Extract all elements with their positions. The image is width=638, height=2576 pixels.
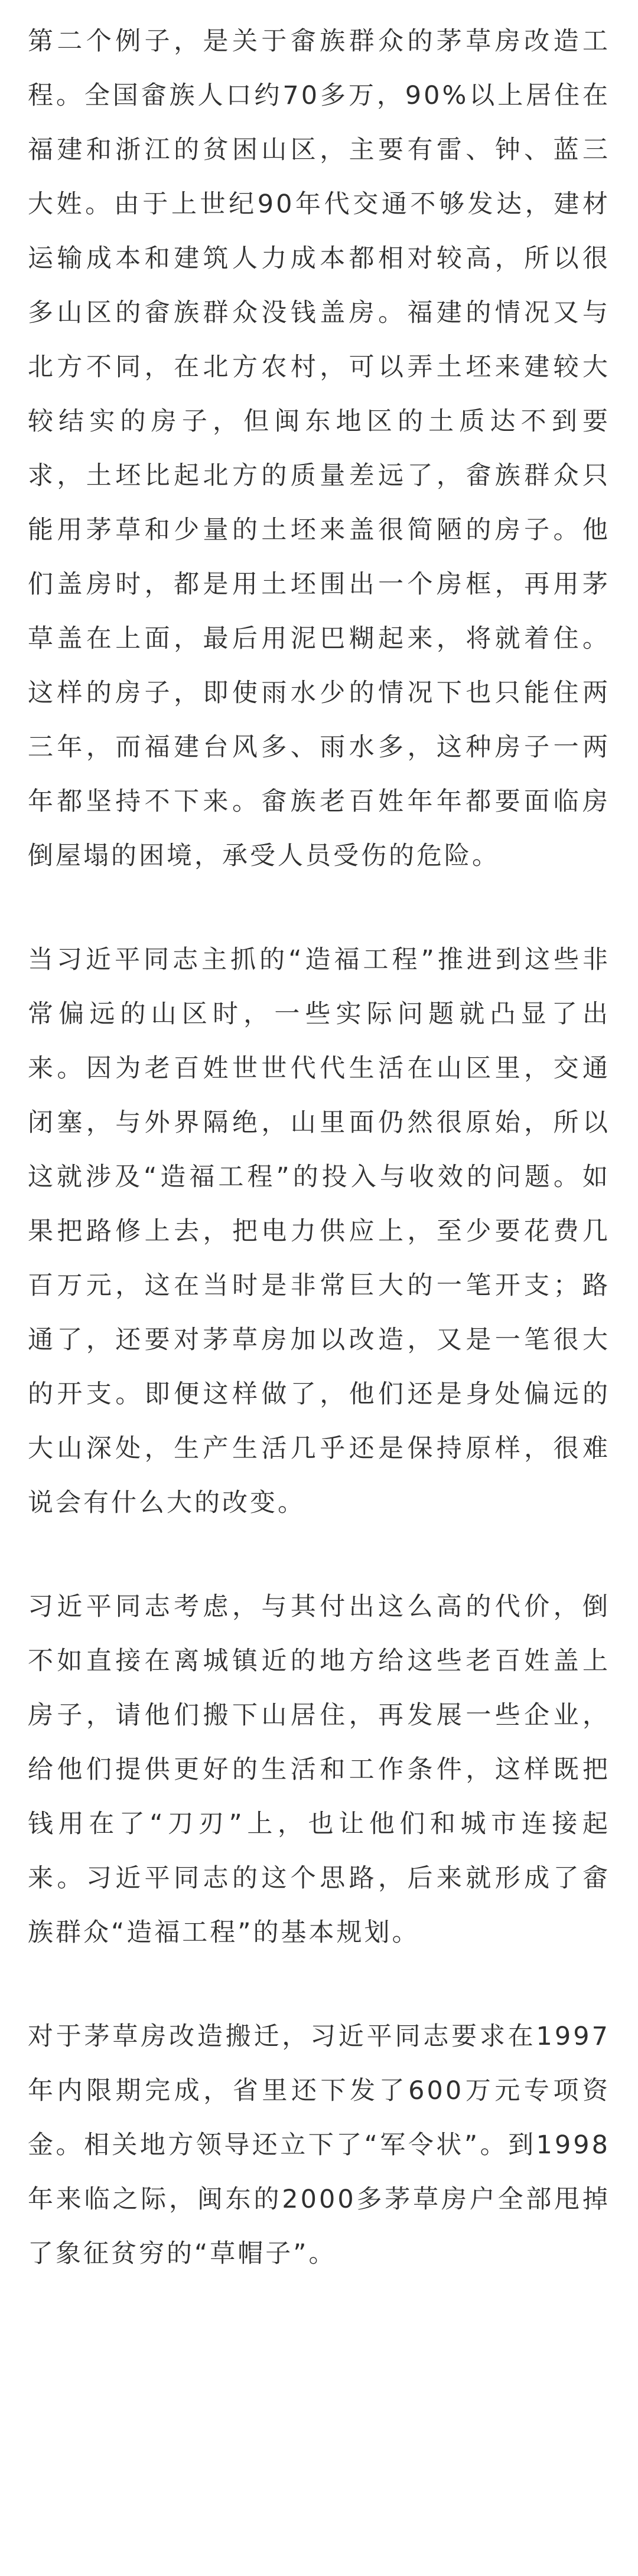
paragraph-3: 习近平同志考虑，与其付出这么高的代价，倒不如直接在离城镇近的地方给这些老百姓盖上房子，请他们搬下山居住，再发展一些企业，给他们提供更好的生活和工作条件，这样既把钱用在了“刀刃”上，也让他们和城市连接起来。习近平同志的这个思路，后来就形成了畲族群众“造福工程”的基本规划。 — [28, 1592, 610, 1947]
paragraph-4: 对于茅草房改造搬迁，习近平同志要求在1997年内限期完成，省里还下发了600万元专项资金。相关地方领导还立下了“军令状”。到1998年来临之际，闽东的2000多茅草房户全部甩掉了象征贫穷的“草帽子”。 — [28, 2022, 610, 2268]
paragraph-2: 当习近平同志主抓的“造福工程”推进到这些非常偏远的山区时，一些实际问题就凸显了出来。因为老百姓世世代代生活在山区里，交通闭塞，与外界隔绝，山里面仍然很原始，所以这就涉及“造福工程”的投入与收效的问题。如果把路修上去，把电力供应上，至少要花费几百万元，这在当时是非常巨大的一笔开支；路通了，还要对茅草房加以改造，又是一笔很大的开支。即便这样做了，他们还是身处偏远的大山深处，生产生活几乎还是保持原样，很难说会有什么大的改变。 — [28, 945, 610, 1518]
paragraph-1: 第二个例子，是关于畲族群众的茅草房改造工程。全国畲族人口约70多万，90%以上居住在福建和浙江的贫困山区，主要有雷、钟、蓝三大姓。由于上世纪90年代交通不够发达，建材运输成本和建筑人力成本都相对较高，所以很多山区的畲族群众没钱盖房。福建的情况又与北方不同，在北方农村，可以弄土坯来建较大较结实的房子，但闽东地区的土质达不到要求，土坯比起北方的质量差远了，畲族群众只能用茅草和少量的土坯来盖很简陋的房子。他们盖房时，都是用土坯围出一个房框，再用茅草盖在上面，最后用泥巴糊起来，将就着住。这样的房子，即使雨水少的情况下也只能住两三年，而福建台风多、雨水多，这种房子一两年都坚持不下来。畲族老百姓年年都要面临房倒屋塌的困境，承受人员受伤的危险。 — [28, 27, 610, 871]
